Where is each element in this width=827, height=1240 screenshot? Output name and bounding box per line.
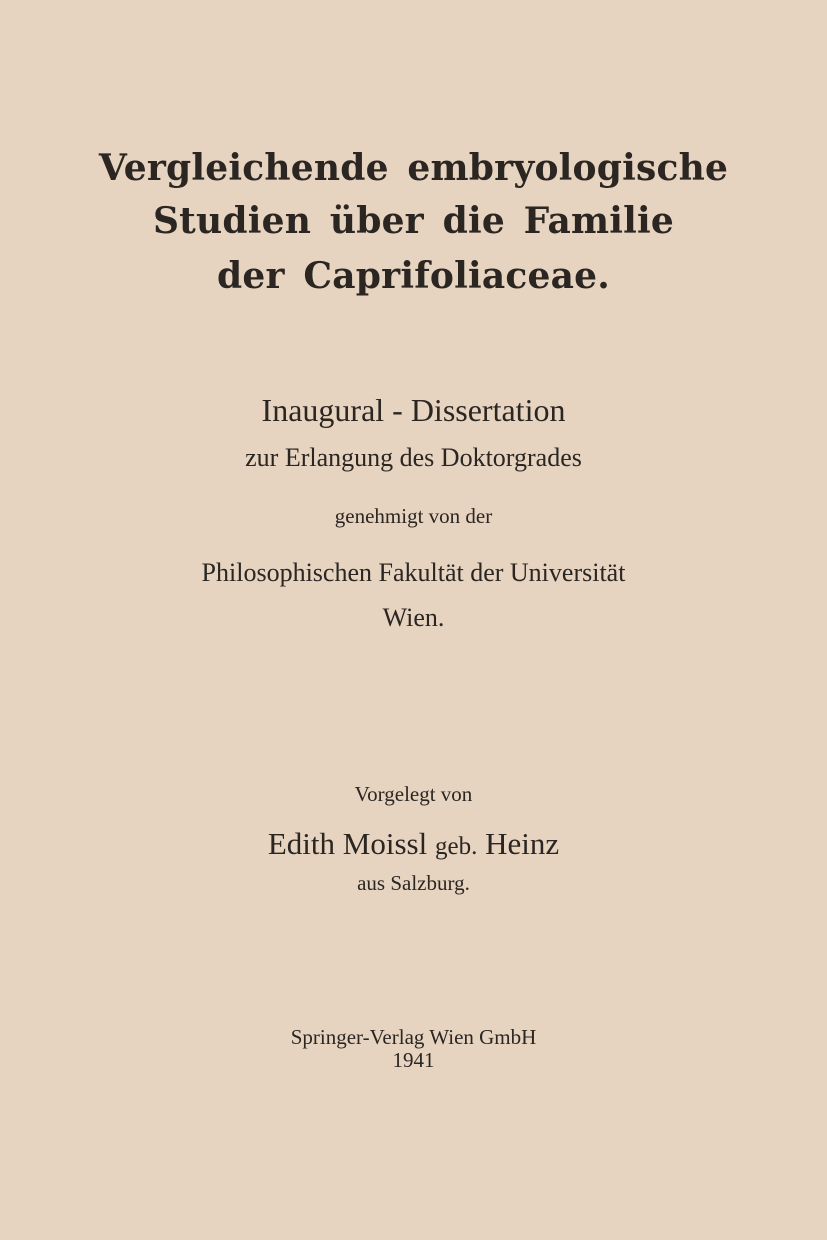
publisher-name: Springer-Verlag Wien GmbH — [290, 1025, 537, 1049]
dissertation-purpose: zur Erlangung des Doktorgrades — [245, 443, 582, 472]
university-city: Wien. — [382, 603, 445, 632]
author-birth-name: Heinz — [485, 826, 560, 861]
dissertation-type: Inaugural - Dissertation — [261, 392, 566, 428]
book-title-line-3: der Caprifoliaceae. — [217, 255, 610, 297]
author-origin: aus Salzburg. — [357, 871, 470, 895]
presented-by: Vorgelegt von — [354, 782, 473, 806]
book-title-line-1: Vergleichende embryologische — [98, 147, 729, 189]
book-title-line-2: Studien über die Familie — [152, 200, 675, 242]
publication-year: 1941 — [392, 1048, 435, 1072]
author-nee-label: geb. — [434, 833, 478, 860]
dissertation-approval: genehmigt von der — [334, 504, 493, 528]
author-married-name: Edith Moissl — [267, 826, 428, 861]
faculty-name: Philosophischen Fakultät der Universität — [201, 558, 626, 587]
author-name — [0, 828, 827, 859]
